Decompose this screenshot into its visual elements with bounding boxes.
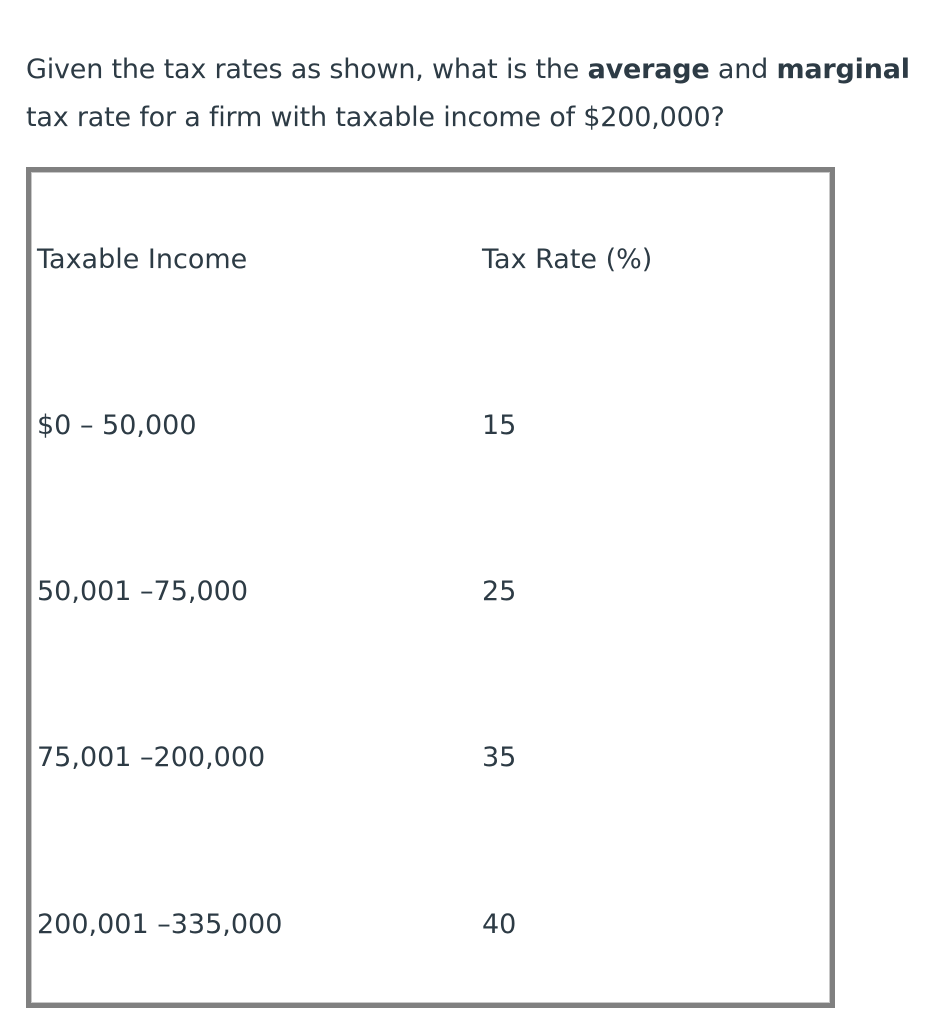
row-3-income: 75,001 –200,000 [37,742,266,773]
table-inner-border [31,172,830,1003]
row-1-income: $0 – 50,000 [37,410,197,441]
question-text [26,46,926,142]
tax-rate-table [26,167,835,1008]
question-part-1: Given the tax rates as shown, what is the [26,54,588,85]
row-4-income: 200,001 –335,000 [37,909,283,940]
question-bold-average: average [587,54,710,85]
question-bold-marginal: marginal [776,54,910,85]
row-1-rate: 15 [482,410,517,441]
header-taxable-income: Taxable Income [37,244,248,275]
question-part-3: tax rate for a firm with taxable income of $200,000? [26,102,725,133]
row-2-rate: 25 [482,576,517,607]
row-3-rate: 35 [482,742,517,773]
row-2-income: 50,001 –75,000 [37,576,249,607]
question-part-2: and [709,54,777,85]
header-tax-rate: Tax Rate (%) [482,244,653,275]
row-4-rate: 40 [482,909,517,940]
